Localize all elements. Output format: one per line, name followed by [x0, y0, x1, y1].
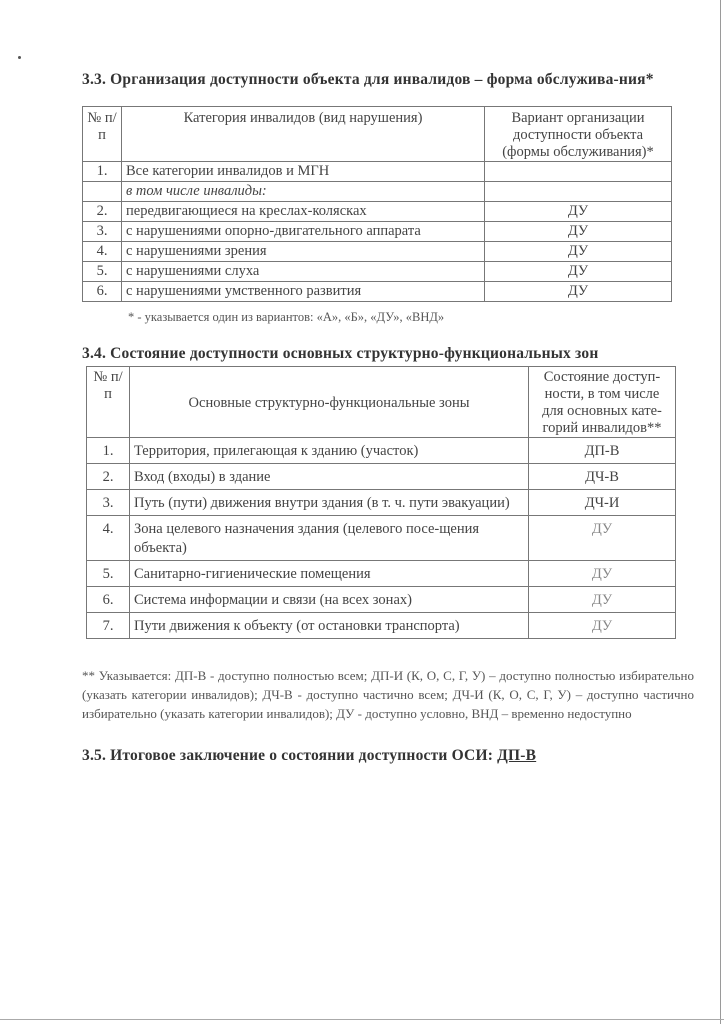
row-num	[83, 182, 122, 202]
table-row	[83, 282, 672, 302]
header-num: № п/п	[83, 107, 122, 162]
row-zone: Санитарно-гигиенические помещения	[130, 561, 529, 587]
table-row	[87, 561, 676, 587]
table-row	[87, 587, 676, 613]
conclusion-label: 3.5. Итоговое заключение о состоянии доступности ОСИ:	[82, 747, 494, 764]
row-category: передвигающиеся на креслах-колясках	[122, 202, 485, 222]
row-category: Все категории инвалидов и МГН	[122, 162, 485, 182]
row-num: 1.	[87, 438, 130, 464]
table-row	[83, 242, 672, 262]
row-zone: Путь (пути) движения внутри здания (в т. ч. пути эвакуации)	[130, 490, 529, 516]
table-row	[83, 182, 672, 202]
row-variant	[485, 182, 672, 202]
table-row	[87, 438, 676, 464]
row-num: 5.	[83, 262, 122, 282]
table-row	[83, 202, 672, 222]
row-num: 7.	[87, 613, 130, 639]
table-row	[83, 222, 672, 242]
row-variant	[485, 162, 672, 182]
page-edge-right	[720, 0, 721, 1024]
row-category: с нарушениями опорно-двигательного аппарата	[122, 222, 485, 242]
table-header-row	[87, 367, 676, 438]
row-state: ДУ	[529, 561, 676, 587]
functional-zones-table	[86, 366, 676, 639]
row-variant: ДУ	[485, 242, 672, 262]
header-num: № п/п	[87, 367, 130, 438]
row-variant: ДУ	[485, 202, 672, 222]
row-variant: ДУ	[485, 222, 672, 242]
row-state: ДЧ-В	[529, 464, 676, 490]
row-zone: Пути движения к объекту (от остановки транспорта)	[130, 613, 529, 639]
page-edge-bottom	[0, 1019, 724, 1020]
row-zone: Территория, прилегающая к зданию (участок)	[130, 438, 529, 464]
row-num: 6.	[83, 282, 122, 302]
section-3-4-footnote: ** Указывается: ДП-В - доступно полностью всем; ДП-И (К, О, С, Г, У) – доступно полностью избирательно (указать категории инвалидов); ДЧ-В - доступно частично всем; ДЧ-И (К, О, С, Г, У) – доступно частично избирательно (указать категории инвалидов); ДУ - доступно условно, ВНД – временно недоступно	[82, 668, 694, 721]
row-state: ДУ	[529, 516, 676, 561]
header-zone: Основные структурно-функциональные зоны	[130, 367, 529, 438]
row-state: ДЧ-И	[529, 490, 676, 516]
section-3-5-title	[82, 746, 682, 765]
table-row	[83, 162, 672, 182]
row-variant: ДУ	[485, 282, 672, 302]
row-num: 4.	[87, 516, 130, 561]
row-num: 3.	[83, 222, 122, 242]
disability-service-table	[82, 106, 672, 302]
row-category: в том числе инвалиды:	[122, 182, 485, 202]
row-num: 6.	[87, 587, 130, 613]
row-zone: Система информации и связи (на всех зонах)	[130, 587, 529, 613]
row-num: 1.	[83, 162, 122, 182]
table-header-row	[83, 107, 672, 162]
scan-speck	[18, 56, 21, 59]
row-num: 3.	[87, 490, 130, 516]
row-num: 2.	[83, 202, 122, 222]
row-num: 5.	[87, 561, 130, 587]
table-row	[87, 516, 676, 561]
row-zone: Зона целевого назначения здания (целевого посе-щения объекта)	[130, 516, 529, 561]
row-variant: ДУ	[485, 262, 672, 282]
table-row	[87, 464, 676, 490]
row-num: 4.	[83, 242, 122, 262]
header-variant: Вариант организации доступности объекта (формы обслуживания)*	[485, 107, 672, 162]
section-3-3-footnote: * - указывается один из вариантов: «А», «Б», «ДУ», «ВНД»	[128, 310, 445, 324]
row-category: с нарушениями умственного развития	[122, 282, 485, 302]
header-state: Состояние доступ-ности, в том числе для основных кате-горий инвалидов**	[529, 367, 676, 438]
row-state: ДУ	[529, 587, 676, 613]
row-category: с нарушениями зрения	[122, 242, 485, 262]
table-row	[87, 490, 676, 516]
table-row	[87, 613, 676, 639]
row-state: ДУ	[529, 613, 676, 639]
row-num: 2.	[87, 464, 130, 490]
table-row	[83, 262, 672, 282]
row-zone: Вход (входы) в здание	[130, 464, 529, 490]
conclusion-answer: ДП-В	[497, 747, 537, 764]
row-category: с нарушениями слуха	[122, 262, 485, 282]
row-state: ДП-В	[529, 438, 676, 464]
section-3-3-title: 3.3. Организация доступности объекта для инвалидов – форма обслужива-ния*	[82, 71, 654, 88]
section-3-4-title: 3.4. Состояние доступности основных структурно-функциональных зон	[82, 345, 599, 362]
header-category: Категория инвалидов (вид нарушения)	[122, 107, 485, 162]
